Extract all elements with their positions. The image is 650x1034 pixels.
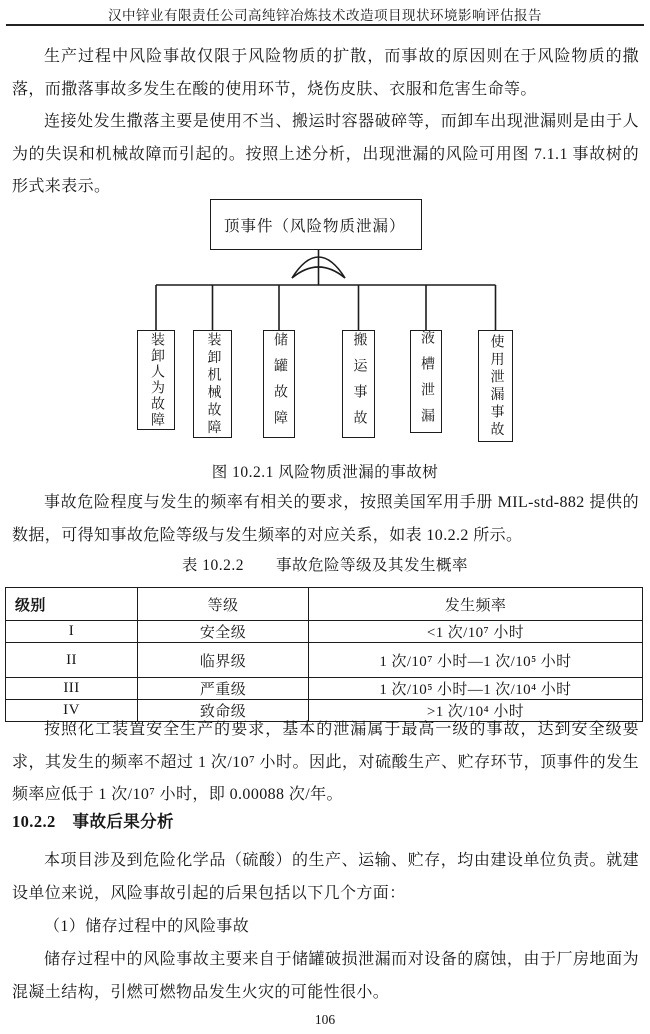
- basic-event-box-trough-leak: [410, 330, 442, 433]
- basic-event-box-use-leak: [478, 330, 513, 442]
- cell-level: I: [6, 621, 138, 643]
- cell-level: II: [6, 643, 138, 678]
- basic-event-label: 液槽泄漏: [419, 329, 434, 434]
- paragraph-storage-risk: 储存过程中的风险事故主要来自于储罐破损泄漏而对设备的腐蚀，由于厂房地面为混凝土结构，引燃可燃物品发生火灾的可能性很小。: [12, 951, 639, 1001]
- paragraph-storage-item: （1）储存过程中的风险事故: [44, 918, 250, 935]
- basic-event-label: 使用泄漏事故: [488, 333, 504, 439]
- cell-grade: 致命级: [138, 700, 309, 722]
- table-caption: 表 10.2.2 事故危险等级及其发生概率: [181, 557, 469, 574]
- cell-frequency: 1 次/10⁷ 小时—1 次/10⁵ 小时: [309, 643, 643, 678]
- cell-frequency: <1 次/10⁷ 小时: [309, 621, 643, 643]
- col-header-grade: 等级: [138, 588, 309, 621]
- table-row: [6, 621, 643, 643]
- col-header-frequency: 发生频率: [309, 588, 643, 621]
- table-row: [6, 678, 643, 700]
- paragraph-safety-requirement: 按照化工装置安全生产的要求，基本的泄漏属于最高一级的事故，达到安全级要求，其发生的频率不超过 1 次/10⁷ 小时。因此，对硫酸生产、贮存环节，顶事件的发生频率应低于 1 次/10⁷ 小时，即 0.00088 次/年。: [12, 721, 639, 803]
- basic-event-box-unload-mech: [193, 330, 232, 438]
- cell-frequency: 1 次/10⁵ 小时—1 次/10⁴ 小时: [309, 678, 643, 700]
- table-row: [6, 643, 643, 678]
- paragraph-risk-spread: 生产过程中风险事故仅限于风险物质的扩散，而事故的原因则在于风险物质的撒落，而撒落事故多发生在酸的使用环节，烧伤皮肤、衣服和危害生命等。: [12, 48, 639, 98]
- cell-level: III: [6, 678, 138, 700]
- figure-caption: 图 10.2.1 风险物质泄漏的事故树: [211, 464, 439, 481]
- basic-event-label: 装卸机械故障: [205, 331, 221, 437]
- basic-event-label: 搬运事故: [351, 332, 367, 436]
- cell-grade: 安全级: [138, 621, 309, 643]
- basic-event-box-unload-human: [137, 330, 175, 430]
- basic-event-label: 储罐故障: [272, 332, 287, 436]
- top-event-label: 顶事件（风险物质泄漏）: [224, 217, 406, 235]
- cell-level: IV: [6, 700, 138, 722]
- table-header-row: [6, 588, 643, 621]
- cell-grade: 临界级: [138, 643, 309, 678]
- paragraph-mil-std: 事故危险程度与发生的频率有相关的要求，按照美国军用手册 MIL-std-882 提供的数据，可得知事故危险等级与发生频率的对应关系，如表 10.2.2 所示。: [12, 494, 639, 544]
- basic-event-box-tank-fault: [263, 330, 295, 438]
- cell-grade: 严重级: [138, 678, 309, 700]
- header-rule: [6, 24, 644, 26]
- basic-event-box-handling: [342, 330, 375, 438]
- section-heading-accident-consequence: 10.2.2 事故后果分析: [12, 812, 174, 831]
- basic-event-label: 装卸人为故障: [149, 332, 164, 428]
- hazard-level-table: [5, 587, 643, 722]
- cell-frequency: >1 次/10⁴ 小时: [309, 700, 643, 722]
- page-number: 106: [314, 1012, 336, 1027]
- paragraph-project-scope: 本项目涉及到危险化学品（硫酸）的生产、运输、贮存，均由建设单位负责。就建设单位来说，风险事故引起的后果包括以下几个方面：: [12, 852, 639, 902]
- paragraph-spill-cause: 连接处发生撒落主要是使用不当、搬运时容器破碎等，而卸车出现泄漏则是由于人为的失误和机械故障而引起的。按照上述分析，出现泄漏的风险可用图 7.1.1 事故树的形式来表示。: [12, 113, 639, 195]
- top-event-box: [210, 199, 422, 250]
- page-header-title: 汉中锌业有限责任公司高纯锌冶炼技术改造项目现状环境影响评估报告: [108, 8, 542, 23]
- col-header-level: 级别: [6, 588, 138, 621]
- fault-tree-diagram: [0, 198, 650, 446]
